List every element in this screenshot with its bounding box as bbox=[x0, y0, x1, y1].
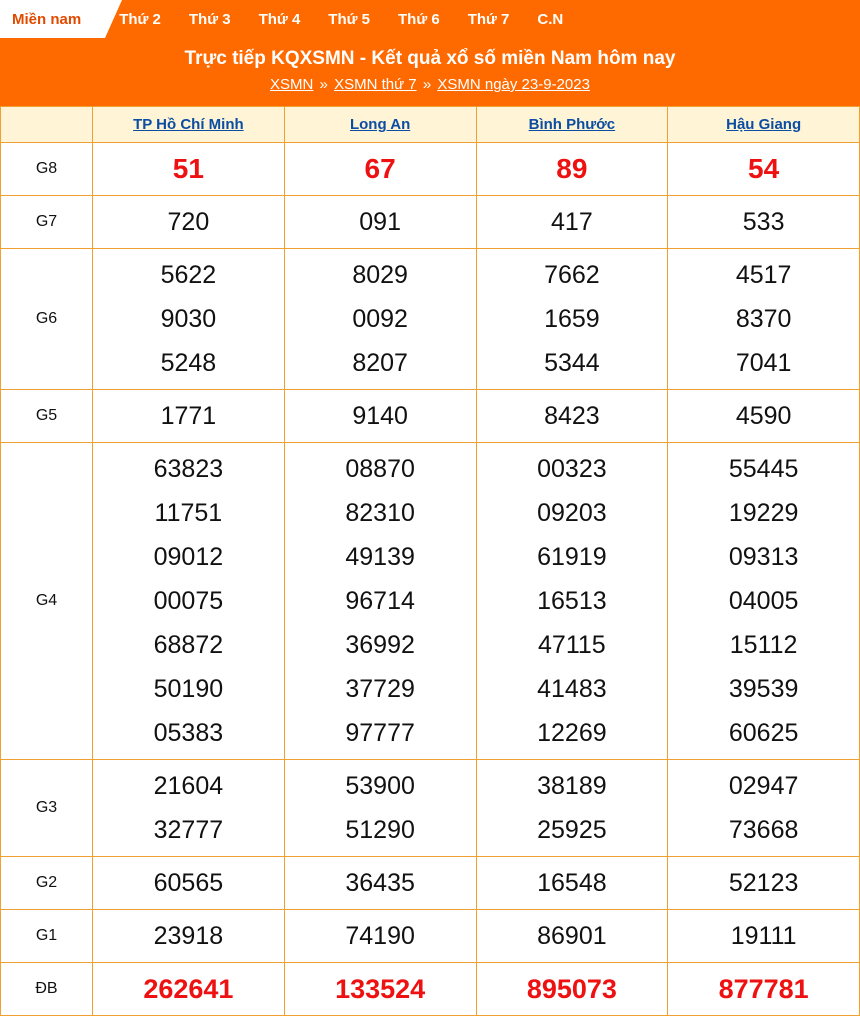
result-number: 73668 bbox=[728, 816, 799, 844]
result-number: 55445 bbox=[728, 455, 799, 483]
result-cell bbox=[668, 963, 860, 1016]
tab-bar bbox=[0, 0, 860, 38]
result-cell bbox=[476, 143, 668, 196]
prize-label: G2 bbox=[1, 857, 93, 910]
tab-day-1[interactable]: Thứ 2 bbox=[119, 10, 161, 28]
result-cell bbox=[284, 857, 476, 910]
table-row bbox=[1, 143, 860, 196]
column-header-province bbox=[93, 107, 285, 143]
result-cell bbox=[476, 857, 668, 910]
result-number: 49139 bbox=[345, 543, 415, 571]
result-cell bbox=[284, 249, 476, 390]
tab-day-2[interactable]: Thứ 3 bbox=[188, 10, 231, 28]
result-cell bbox=[668, 249, 860, 390]
result-cell bbox=[93, 857, 285, 910]
result-cell bbox=[93, 760, 285, 857]
result-number: 54 bbox=[748, 153, 780, 184]
tab-day-6[interactable]: Thứ 7 bbox=[467, 10, 510, 28]
result-cell bbox=[93, 963, 285, 1016]
province-link-1[interactable]: Long An bbox=[349, 116, 411, 133]
province-link-2[interactable]: Bình Phước bbox=[528, 116, 616, 133]
table-row bbox=[1, 443, 860, 760]
result-number: 4590 bbox=[735, 402, 792, 430]
result-number: 7041 bbox=[735, 349, 792, 377]
result-number: 51290 bbox=[345, 816, 415, 844]
result-number: 61919 bbox=[537, 543, 607, 571]
result-cell bbox=[93, 196, 285, 249]
prize-label: G7 bbox=[1, 196, 93, 249]
page-title: Trực tiếp KQXSMN - Kết quả xổ số miền Nam hôm nay bbox=[184, 48, 676, 69]
breadcrumb-separator: » bbox=[315, 76, 333, 93]
result-cell bbox=[284, 760, 476, 857]
result-number: 50190 bbox=[153, 675, 224, 703]
result-number: 02947 bbox=[728, 772, 799, 800]
table-row bbox=[1, 857, 860, 910]
result-number: 51 bbox=[172, 153, 204, 184]
tab-day-5[interactable]: Thứ 6 bbox=[398, 10, 440, 28]
breadcrumb-separator: » bbox=[418, 76, 436, 93]
result-cell bbox=[93, 390, 285, 443]
result-number: 9140 bbox=[352, 402, 408, 430]
result-cell bbox=[476, 390, 668, 443]
result-number: 60565 bbox=[153, 869, 224, 897]
result-number: 74190 bbox=[345, 922, 415, 950]
result-number: 12269 bbox=[537, 719, 607, 747]
province-link-3[interactable]: Hậu Giang bbox=[726, 116, 802, 133]
result-number: 00075 bbox=[153, 587, 224, 615]
result-number: 1659 bbox=[544, 305, 600, 333]
result-cell bbox=[476, 249, 668, 390]
table-row bbox=[1, 249, 860, 390]
result-cell bbox=[284, 910, 476, 963]
result-cell bbox=[284, 390, 476, 443]
result-cell bbox=[93, 249, 285, 390]
table-row bbox=[1, 390, 860, 443]
tab-day-4[interactable]: Thứ 5 bbox=[328, 10, 370, 28]
result-number: 00323 bbox=[537, 455, 607, 483]
result-cell bbox=[476, 963, 668, 1016]
table-header-row bbox=[1, 107, 860, 143]
result-number: 23918 bbox=[153, 922, 224, 950]
result-number: 09203 bbox=[537, 499, 607, 527]
result-number: 68872 bbox=[153, 631, 224, 659]
table-body bbox=[1, 143, 860, 1016]
table-row bbox=[1, 196, 860, 249]
prize-label: G4 bbox=[1, 443, 93, 760]
result-cell bbox=[476, 910, 668, 963]
result-number: 5248 bbox=[160, 349, 217, 377]
result-number: 8207 bbox=[352, 349, 408, 377]
result-number: 63823 bbox=[153, 455, 224, 483]
result-number: 877781 bbox=[718, 974, 809, 1004]
result-cell bbox=[668, 443, 860, 760]
result-cell bbox=[284, 143, 476, 196]
result-number: 9030 bbox=[160, 305, 217, 333]
result-cell bbox=[93, 910, 285, 963]
result-number: 52123 bbox=[728, 869, 799, 897]
result-number: 36992 bbox=[345, 631, 415, 659]
lottery-results-table bbox=[0, 106, 860, 1016]
column-header-province bbox=[668, 107, 860, 143]
result-number: 417 bbox=[551, 208, 593, 236]
result-number: 86901 bbox=[537, 922, 607, 950]
result-number: 19229 bbox=[728, 499, 799, 527]
result-number: 47115 bbox=[538, 631, 606, 659]
result-cell bbox=[668, 910, 860, 963]
result-number: 11751 bbox=[154, 499, 223, 527]
result-number: 133524 bbox=[335, 974, 426, 1004]
result-number: 37729 bbox=[345, 675, 415, 703]
result-cell bbox=[668, 760, 860, 857]
result-number: 895073 bbox=[526, 974, 617, 1004]
result-number: 1771 bbox=[160, 402, 217, 430]
result-number: 96714 bbox=[345, 587, 415, 615]
tab-day-3[interactable]: Thứ 4 bbox=[258, 10, 301, 28]
result-number: 38189 bbox=[537, 772, 607, 800]
result-number: 53900 bbox=[345, 772, 415, 800]
result-number: 15112 bbox=[729, 631, 798, 659]
result-number: 21604 bbox=[153, 772, 224, 800]
province-link-0[interactable]: TP Hồ Chí Minh bbox=[133, 116, 244, 133]
result-number: 8029 bbox=[352, 261, 408, 289]
result-cell bbox=[476, 196, 668, 249]
result-number: 25925 bbox=[537, 816, 607, 844]
result-number: 0092 bbox=[352, 305, 408, 333]
breadcrumb-link-0[interactable]: XSMN bbox=[270, 76, 314, 93]
result-number: 36435 bbox=[345, 869, 415, 897]
result-number: 41483 bbox=[537, 675, 607, 703]
result-cell bbox=[668, 196, 860, 249]
table-row bbox=[1, 760, 860, 857]
result-number: 8423 bbox=[544, 402, 600, 430]
result-number: 720 bbox=[167, 208, 210, 236]
result-number: 5344 bbox=[544, 349, 600, 377]
result-number: 04005 bbox=[728, 587, 799, 615]
result-number: 5622 bbox=[160, 261, 217, 289]
breadcrumb-link-2[interactable]: XSMN ngày 23-9-2023 bbox=[437, 76, 590, 93]
table-row bbox=[1, 963, 860, 1016]
result-number: 8370 bbox=[735, 305, 792, 333]
result-cell bbox=[284, 963, 476, 1016]
result-number: 7662 bbox=[544, 261, 600, 289]
result-cell bbox=[476, 443, 668, 760]
prize-label: G8 bbox=[1, 143, 93, 196]
column-header-province bbox=[284, 107, 476, 143]
column-header-province bbox=[476, 107, 668, 143]
page-header bbox=[0, 38, 860, 106]
result-number: 533 bbox=[742, 208, 785, 236]
prize-label: G1 bbox=[1, 910, 93, 963]
result-number: 08870 bbox=[345, 455, 415, 483]
result-number: 39539 bbox=[728, 675, 799, 703]
result-number: 60625 bbox=[728, 719, 799, 747]
result-cell bbox=[93, 443, 285, 760]
result-number: 09012 bbox=[153, 543, 224, 571]
result-cell bbox=[668, 390, 860, 443]
result-number: 82310 bbox=[345, 499, 415, 527]
result-number: 05383 bbox=[153, 719, 224, 747]
prize-label: G6 bbox=[1, 249, 93, 390]
result-number: 091 bbox=[359, 208, 401, 236]
result-number: 262641 bbox=[143, 974, 234, 1004]
tab-mien-nam[interactable]: Miền nam bbox=[0, 0, 105, 38]
column-header-prize bbox=[1, 107, 93, 143]
result-number: 16548 bbox=[537, 869, 607, 897]
result-number: 67 bbox=[364, 153, 396, 184]
result-cell bbox=[284, 196, 476, 249]
table-row bbox=[1, 910, 860, 963]
prize-label: G5 bbox=[1, 390, 93, 443]
result-number: 16513 bbox=[537, 587, 607, 615]
prize-label: G3 bbox=[1, 760, 93, 857]
result-cell bbox=[476, 760, 668, 857]
breadcrumb-link-1[interactable]: XSMN thứ 7 bbox=[334, 76, 417, 93]
result-number: 97777 bbox=[345, 719, 415, 747]
result-cell bbox=[668, 143, 860, 196]
result-number: 09313 bbox=[728, 543, 799, 571]
prize-label: ĐB bbox=[1, 963, 93, 1016]
result-number: 32777 bbox=[153, 816, 224, 844]
breadcrumb bbox=[10, 74, 850, 96]
tab-day-7[interactable]: C.N bbox=[537, 10, 564, 28]
result-number: 19111 bbox=[730, 922, 797, 950]
result-cell bbox=[668, 857, 860, 910]
result-number: 4517 bbox=[735, 261, 792, 289]
result-cell bbox=[284, 443, 476, 760]
result-number: 89 bbox=[556, 153, 588, 184]
result-cell bbox=[93, 143, 285, 196]
